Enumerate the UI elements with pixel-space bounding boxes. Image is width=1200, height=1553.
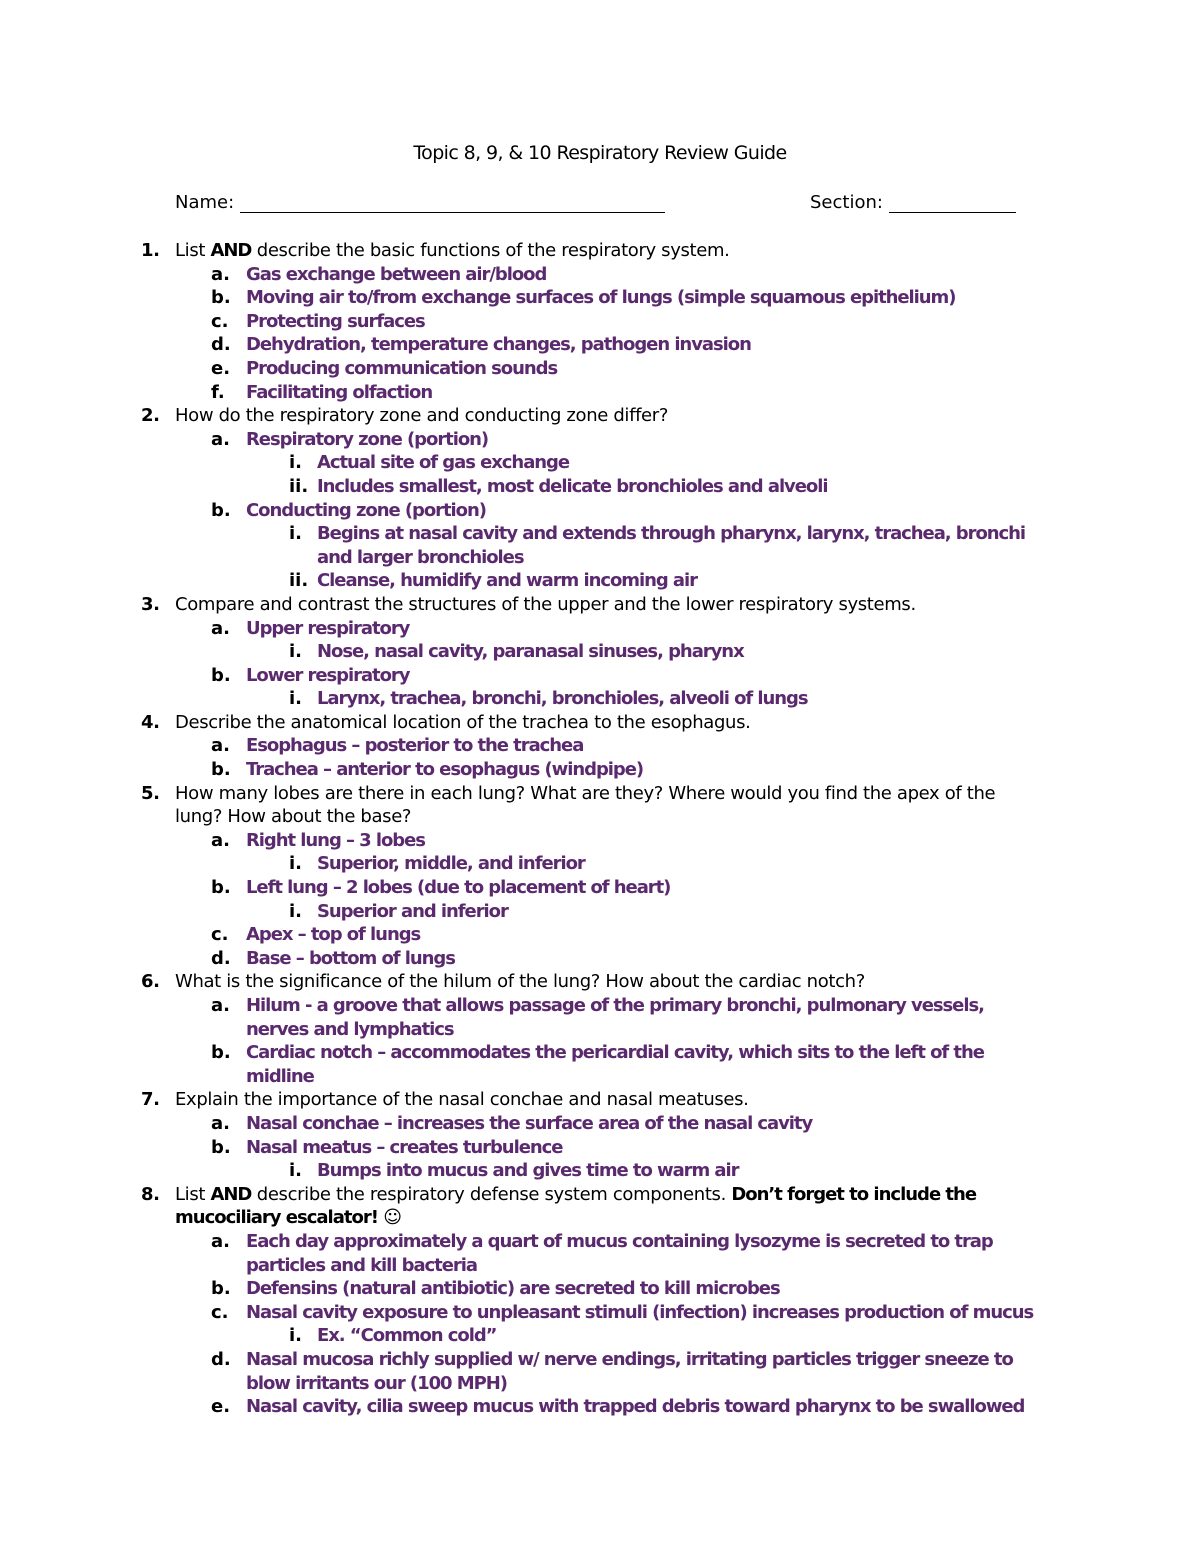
answer-item: [0, 499, 1200, 523]
name-field: [175, 192, 665, 213]
answer-letter: a.: [211, 735, 230, 757]
answer-item: [0, 994, 1200, 1041]
answer-text: Producing communication sounds: [246, 357, 558, 379]
answer-text: Left lung – 2 lobes (due to placement of heart): [246, 877, 671, 899]
sub-answer-item: [0, 900, 1200, 924]
answer-text: Dehydration, temperature changes, pathogen invasion: [246, 334, 751, 356]
answer-letter: a.: [211, 263, 230, 285]
answer-letter: b.: [211, 664, 231, 686]
sub-answer-text: Larynx, trachea, bronchi, bronchioles, alveoli of lungs: [317, 688, 808, 710]
answer-text: Esophagus – posterior to the trachea: [246, 735, 584, 757]
question-text: Explain the importance of the nasal conchae and nasal meatuses.: [175, 1089, 749, 1111]
answer-text: Base – bottom of lungs: [246, 947, 455, 969]
answer-text: Each day approximately a quart of mucus containing lysozyme is secreted to trap particles and kill bacteria: [246, 1230, 993, 1276]
sub-answer-item: [0, 522, 1200, 569]
sub-answer-text: Superior and inferior: [317, 900, 508, 922]
answer-text: Nasal mucosa richly supplied w/ nerve endings, irritating particles trigger sneeze to blow irritants our (100 MPH): [246, 1348, 1013, 1394]
answer-text: Gas exchange between air/blood: [246, 263, 547, 285]
answer-text: Cardiac notch – accommodates the pericardial cavity, which sits to the left of the midline: [246, 1042, 984, 1087]
page-title: Topic 8, 9, & 10 Respiratory Review Guide: [413, 142, 787, 164]
answer-text: Right lung – 3 lobes: [246, 829, 425, 851]
answer-letter: b.: [211, 877, 231, 899]
question-text: List AND describe the respiratory defense system components. Don’t forget to include the mucociliary escalator! ☺: [175, 1183, 977, 1229]
answer-item: [0, 734, 1200, 758]
sub-answer-item: [0, 852, 1200, 876]
sub-answer-text: Bumps into mucus and gives time to warm air: [317, 1160, 739, 1182]
answer-text: Moving air to/from exchange surfaces of lungs (simple squamous epithelium): [246, 287, 956, 309]
emphasis-text: AND: [210, 240, 252, 261]
emphasis-text: AND: [210, 1183, 252, 1205]
answer-item: [0, 1348, 1200, 1395]
answer-item: [0, 947, 1200, 971]
name-label: Name:: [175, 192, 235, 213]
answer-letter: a.: [211, 617, 230, 639]
answer-text: Nasal conchae – increases the surface area of the nasal cavity: [246, 1112, 813, 1134]
answer-item: [0, 1230, 1200, 1277]
answer-item: [0, 286, 1200, 310]
answer-letter: e.: [211, 357, 231, 379]
answer-item: [0, 923, 1200, 947]
sub-answer-item: [0, 451, 1200, 475]
question-number: 8.: [141, 1183, 160, 1205]
sub-answer-item: [0, 1159, 1200, 1183]
answer-item: [0, 1041, 1200, 1088]
answer-item: [0, 829, 1200, 853]
sub-answer-text: Includes smallest, most delicate bronchioles and alveoli: [317, 475, 828, 497]
answer-item: [0, 333, 1200, 357]
sub-answer-text: Superior, middle, and inferior: [317, 853, 585, 875]
question-text: What is the significance of the hilum of the lung? How about the cardiac notch?: [175, 971, 865, 993]
answer-item: [0, 1136, 1200, 1160]
sub-answer-text: Begins at nasal cavity and extends through pharynx, larynx, trachea, bronchi and larger bronchioles: [317, 523, 1026, 568]
answer-letter: b.: [211, 759, 231, 781]
answer-text: Nasal cavity, cilia sweep mucus with trapped debris toward pharynx to be swallowed: [246, 1396, 1025, 1418]
answer-item: [0, 381, 1200, 405]
answer-letter: d.: [211, 947, 231, 969]
question-item: [0, 239, 1200, 263]
answer-text: Defensins (natural antibiotic) are secreted to kill microbes: [246, 1278, 780, 1300]
question-text: Describe the anatomical location of the trachea to the esophagus.: [175, 711, 751, 733]
answer-item: [0, 357, 1200, 381]
question-item: [0, 711, 1200, 735]
sub-answer-numeral: i.: [289, 1160, 303, 1182]
question-number: 1.: [141, 240, 160, 261]
sub-answer-text: Cleanse, humidify and warm incoming air: [317, 570, 697, 592]
sub-answer-numeral: ii.: [289, 570, 309, 592]
sub-answer-item: [0, 640, 1200, 664]
sub-answer-item: [0, 569, 1200, 593]
question-item: [0, 970, 1200, 994]
sub-answer-numeral: i.: [289, 452, 303, 474]
question-number: 2.: [141, 405, 160, 427]
answer-letter: b.: [211, 287, 231, 309]
answer-item: [0, 1277, 1200, 1301]
section-label: Section:: [810, 192, 883, 213]
answer-item: [0, 310, 1200, 334]
answer-item: [0, 1395, 1200, 1419]
sub-answer-numeral: i.: [289, 688, 303, 710]
answer-text: Trachea – anterior to esophagus (windpipe): [246, 759, 644, 781]
question-number: 7.: [141, 1089, 160, 1111]
answer-text: Nasal meatus – creates turbulence: [246, 1136, 563, 1158]
answer-item: [0, 876, 1200, 900]
answer-letter: b.: [211, 1278, 231, 1300]
sub-answer-text: Actual site of gas exchange: [317, 452, 570, 474]
answer-letter: b.: [211, 1042, 231, 1064]
answer-item: [0, 617, 1200, 641]
question-number: 4.: [141, 711, 160, 733]
question-item: [0, 593, 1200, 617]
section-blank-line: [889, 192, 1016, 213]
answer-text: Facilitating olfaction: [246, 381, 433, 403]
question-text: Compare and contrast the structures of the upper and the lower respiratory systems.: [175, 593, 916, 615]
answer-item: [0, 664, 1200, 688]
answer-item: [0, 428, 1200, 452]
answer-letter: a.: [211, 829, 230, 851]
emphasis-text: Don’t forget to include the mucociliary escalator! ☺: [175, 1183, 977, 1229]
answer-letter: a.: [211, 428, 230, 450]
question-list: [0, 239, 1200, 1419]
sub-answer-numeral: i.: [289, 853, 303, 875]
answer-letter: a.: [211, 1230, 230, 1252]
sub-answer-numeral: i.: [289, 523, 303, 545]
answer-item: [0, 263, 1200, 287]
question-item: [0, 404, 1200, 428]
answer-letter: d.: [211, 1348, 231, 1370]
answer-letter: c.: [211, 924, 229, 946]
answer-text: Hilum - a groove that allows passage of the primary bronchi, pulmonary vessels, nerves and lymphatics: [246, 995, 984, 1040]
question-number: 5.: [141, 782, 160, 804]
question-text: How many lobes are there in each lung? What are they? Where would you find the apex of the lung? How about the base?: [175, 782, 996, 828]
answer-letter: c.: [211, 310, 229, 332]
answer-item: [0, 1112, 1200, 1136]
sub-answer-text: Nose, nasal cavity, paranasal sinuses, pharynx: [317, 641, 744, 663]
sub-answer-item: [0, 687, 1200, 711]
answer-letter: b.: [211, 1136, 231, 1158]
sub-answer-numeral: i.: [289, 641, 303, 663]
answer-text: Upper respiratory: [246, 617, 410, 639]
answer-text: Protecting surfaces: [246, 310, 425, 332]
answer-text: Nasal cavity exposure to unpleasant stimuli (infection) increases production of mucus: [246, 1301, 1034, 1323]
answer-letter: c.: [211, 1301, 229, 1323]
answer-letter: f.: [211, 381, 225, 403]
sub-answer-text: Ex. “Common cold”: [317, 1325, 497, 1347]
section-field: [810, 192, 1016, 213]
answer-letter: a.: [211, 1112, 230, 1134]
sub-answer-item: [0, 475, 1200, 499]
answer-text: Lower respiratory: [246, 664, 410, 686]
question-item: [0, 782, 1200, 829]
sub-answer-item: [0, 1324, 1200, 1348]
question-item: [0, 1183, 1200, 1230]
answer-item: [0, 758, 1200, 782]
answer-letter: a.: [211, 995, 230, 1016]
question-item: [0, 1088, 1200, 1112]
sub-answer-numeral: ii.: [289, 475, 309, 497]
question-number: 3.: [141, 593, 160, 615]
sub-answer-numeral: i.: [289, 900, 303, 922]
name-blank-line: [240, 192, 665, 213]
question-text: How do the respiratory zone and conducting zone differ?: [175, 405, 669, 427]
answer-letter: b.: [211, 499, 231, 521]
answer-letter: d.: [211, 334, 231, 356]
question-text: List AND describe the basic functions of the respiratory system.: [175, 240, 730, 261]
answer-item: [0, 1301, 1200, 1325]
answer-text: Apex – top of lungs: [246, 924, 421, 946]
answer-letter: e.: [211, 1396, 231, 1418]
sub-answer-numeral: i.: [289, 1325, 303, 1347]
question-number: 6.: [141, 971, 160, 993]
answer-text: Respiratory zone (portion): [246, 428, 489, 450]
answer-text: Conducting zone (portion): [246, 499, 486, 521]
